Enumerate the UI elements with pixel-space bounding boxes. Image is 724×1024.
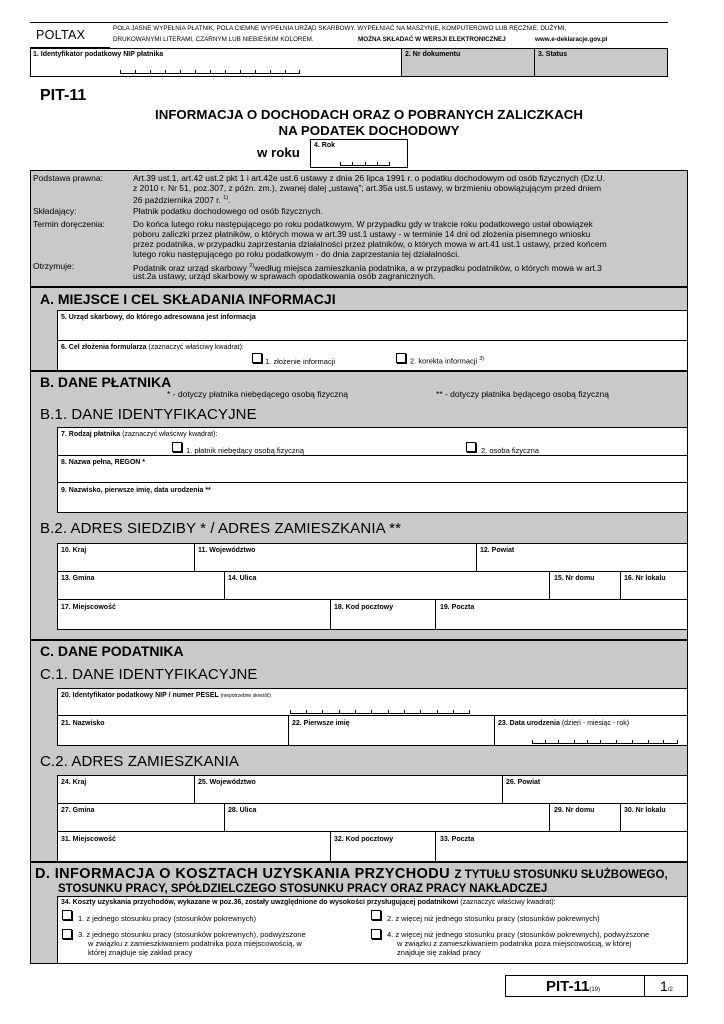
field-10-label: 10. Kraj (61, 547, 87, 554)
recipient-line1: Podatnik oraz urząd skarbowy $^{2)}$według miejsca zamieszkania podatnika, a w przypadku podatników, o których mowa w art.3 (133, 262, 602, 273)
header-instructions-line2c: www.e-deklaracje.gov.pl (535, 36, 608, 43)
footer-form-code: PIT-11(19) (546, 978, 601, 995)
field-19-label: 19. Poczta (440, 604, 475, 611)
opt3-line1: 3. z jednego stosunku pracy (stosunków pokrewnych), podwyższone (78, 930, 306, 939)
field-32-label: 32. Kod pocztowy (334, 836, 394, 843)
footer-page-number: 1/2 (660, 978, 673, 994)
section-b-heading: B. DANE PŁATNIKA (40, 374, 172, 390)
dob-comb (532, 739, 678, 744)
field-14-label: 14. Ulica (228, 575, 257, 582)
recipient-line2: ust.2a ustawy, urząd skarbowy w sprawach opodatkowania osób zagranicznych. (133, 271, 436, 281)
opt-legal-entity-label: 1. płatnik niebędący osobą fizyczną (186, 446, 304, 455)
field-3-label: 3. Status (538, 51, 568, 58)
opt-correction-label: 2. korekta informacji $^{3)}$ (410, 356, 485, 366)
field-21-label: 21. Nazwisko (61, 720, 105, 727)
recipient-label: Otrzymuje: (33, 261, 75, 271)
field-6-label: 6. Cel złożenia formularza (zaznaczyć właściwy kwadrat): (61, 344, 244, 351)
basis-line1: Art.39 ust.1, art.42 ust.2 pkt 1 i art.42e ust.6 ustawy z dnia 26 lipca 1991 r. o podatku dochodowym od osób fizycznych (Dz.U. (133, 173, 606, 183)
checkbox-costs-one-job-increased[interactable] (62, 929, 72, 939)
c2-heading: C.2. ADRES ZAMIESZKANIA (40, 753, 240, 770)
field-34-label: 34. Koszty uzyskania przychodów, wykazane w poz.36, zostały uwzględnione do wysokości przysługującej podatnikowi (zaznaczyć właściwy kwadrat): (61, 899, 556, 906)
field-2-label: 2. Nr dokumentu (405, 51, 461, 58)
deadline-line3: przez podatnika, w przypadku zaprzestania działalności przez płatników, o których mowa w art.41 ust.1 ustawy, przed końcem (133, 239, 607, 249)
checkbox-correction[interactable] (396, 353, 406, 363)
section-d-heading-line2: STOSUNKU PRACY, SPÓŁDZIELCZEGO STOSUNKU PRACY ORAZ PRACY NAKŁADCZEJ (58, 883, 548, 895)
filer-text: Płatnik podatku dochodowego od osób fizycznych. (133, 206, 323, 216)
basis-line3: 26 października 2007 r. $^{1)}$. (133, 194, 231, 205)
field-15-label: 15. Nr domu (554, 575, 595, 582)
year-comb (340, 161, 390, 166)
field-9-label: 9. Nazwisko, pierwsze imię, data urodzenia ** (61, 487, 211, 494)
nip-comb (120, 69, 300, 74)
field-13-label: 13. Gmina (61, 575, 95, 582)
deadline-line1: Do końca lutego roku następującego po roku podatkowym. W przypadku gdy w trakcie roku podatkowego ustał obowiązek (133, 219, 593, 229)
field-25-label: 25. Województwo (198, 779, 256, 786)
opt4-line3: znajduje się zakład pracy (397, 948, 481, 957)
form-code-title: PIT-11 (40, 87, 87, 104)
header-instructions-line2a: DRUKOWANYMI LITERAMI, CZARNYM LUB NIEBIESKIM KOLOREM. (113, 36, 314, 43)
field-20-label: 20. Identyfikator podatkowy NIP / numer PESEL (niepotrzebne skreślić) (61, 692, 271, 699)
c1-heading: C.1. DANE IDENTYFIKACYJNE (40, 666, 258, 683)
basis-line2: z 2010 r. Nr 51, poz.307, z późn. zm.), zwanej dalej „ustawą”; art.35a ust.5 ustawy, w brzmieniu obowiązującym przed dniem (133, 183, 602, 193)
field-8-name-regon[interactable] (57, 455, 688, 483)
deadline-line4: lutego roku następującego po roku podatkowym - do dnia zaprzestania tej działalności. (133, 249, 460, 259)
opt3-line3: której znajduje się zakład pracy (88, 948, 193, 957)
opt-costs-multiple-jobs-label: 2. z więcej niż jednego stosunku pracy (stosunków pokrewnych) (387, 914, 600, 923)
section-b-note2: ** - dotyczy płatnika będącego osobą fizyczną (436, 389, 609, 399)
field-7-label: 7. Rodzaj płatnika (zaznaczyć właściwy kwadrat): (61, 431, 218, 438)
b1-heading: B.1. DANE IDENTYFIKACYJNE (40, 406, 257, 423)
title-line2: NA PODATEK DOCHODOWY (278, 123, 460, 138)
field-17-label: 17. Miejscowość (61, 604, 116, 611)
deadline-line2: poboru zaliczki przez płatników, o których mowa w art.39 ust.1 ustawy - w terminie 14 dni od złożenia pisemnego wniosku (133, 229, 591, 239)
checkbox-costs-one-job[interactable] (62, 910, 72, 920)
opt-natural-person-label: 2. osoba fizyczna (481, 446, 539, 455)
field-11-label: 11. Województwo (198, 547, 256, 554)
filer-label: Składający: (33, 206, 77, 216)
field-4-label: 4. Rok (314, 142, 336, 149)
field-23-label: 23. Data urodzenia (dzień - miesiąc - rok) (498, 720, 630, 727)
section-c-heading: C. DANE PODATNIKA (40, 643, 184, 659)
field-28-label: 28. Ulica (228, 807, 257, 814)
field-18-label: 18. Kod pocztowy (334, 604, 394, 611)
opt-filing-label: 1. złożenie informacji (265, 357, 336, 366)
title-line1: INFORMACJA O DOCHODACH ORAZ O POBRANYCH ZALICZKACH (155, 107, 583, 122)
field-29-label: 29. Nr domu (554, 807, 595, 814)
basis-label: Podstawa prawna: (33, 173, 103, 183)
section-d-heading-line1: D. INFORMACJA O KOSZTACH UZYSKANIA PRZYCHODU Z TYTUŁU STOSUNKU SŁUŻBOWEGO, (35, 866, 668, 882)
checkbox-natural-person[interactable] (466, 442, 476, 452)
deadline-label: Termin doręczenia: (33, 219, 105, 229)
field-28-street[interactable] (224, 803, 550, 832)
field-24-label: 24. Kraj (61, 779, 87, 786)
opt4-line1: 4. z więcej niż jednego stosunku pracy (stosunków pokrewnych), podwyższone (387, 930, 650, 939)
b2-heading: B.2. ADRES SIEDZIBY * / ADRES ZAMIESZKANIA ** (40, 520, 402, 537)
field-30-label: 30. Nr lokalu (624, 807, 666, 814)
checkbox-costs-multiple-jobs[interactable] (371, 910, 381, 920)
field-26-label: 26. Powiat (506, 779, 541, 786)
field-12-label: 12. Powiat (480, 547, 515, 554)
checkbox-costs-multiple-jobs-increased[interactable] (371, 929, 381, 939)
checkbox-legal-entity[interactable] (172, 442, 182, 452)
field-14-street[interactable] (224, 571, 550, 600)
field-8-label: 8. Nazwa pełna, REGON * (61, 459, 146, 466)
opt4-line2: w związku z zamieszkiwaniem podatnika poza miejscowością, w której (397, 939, 632, 948)
nip-pesel-comb (290, 709, 470, 714)
field-27-label: 27. Gmina (61, 807, 95, 814)
brand-label: POLTAX (36, 28, 86, 42)
field-22-label: 22. Pierwsze imię (292, 720, 350, 727)
year-prefix: w roku (257, 145, 300, 160)
field-5-label: 5. Urząd skarbowy, do którego adresowana jest informacja (61, 314, 256, 321)
section-b-note1: * - dotyczy płatnika niebędącego osobą fizyczną (167, 389, 348, 399)
opt3-line2: w związku z zamieszkiwaniem podatnika poza miejscowością, w (88, 939, 302, 948)
opt-costs-one-job-label: 1. z jednego stosunku pracy (stosunków pokrewnych) (78, 914, 257, 923)
header-instructions-line2b: MOŻNA SKŁADAĆ W WERSJI ELEKTRONICZNEJ (358, 36, 506, 43)
field-1-label: 1. Identyfikator podatkowy NIP płatnika (33, 51, 164, 58)
checkbox-filing[interactable] (252, 353, 262, 363)
field-33-label: 33. Poczta (440, 836, 475, 843)
section-a-heading: A. MIEJSCE I CEL SKŁADANIA INFORMACJI (40, 291, 336, 307)
field-31-label: 31. Miejscowość (61, 836, 116, 843)
header-instructions-line1: POLA JASNE WYPEŁNIA PŁATNIK, POLA CIEMNE WYPEŁNIA URZĄD SKARBOWY. WYPEŁNIAĆ NA MASZYNIE, KOMPUTEROWO LUB RĘCZNIE, DUŻYMI, (113, 25, 567, 32)
field-16-label: 16. Nr lokalu (624, 575, 666, 582)
